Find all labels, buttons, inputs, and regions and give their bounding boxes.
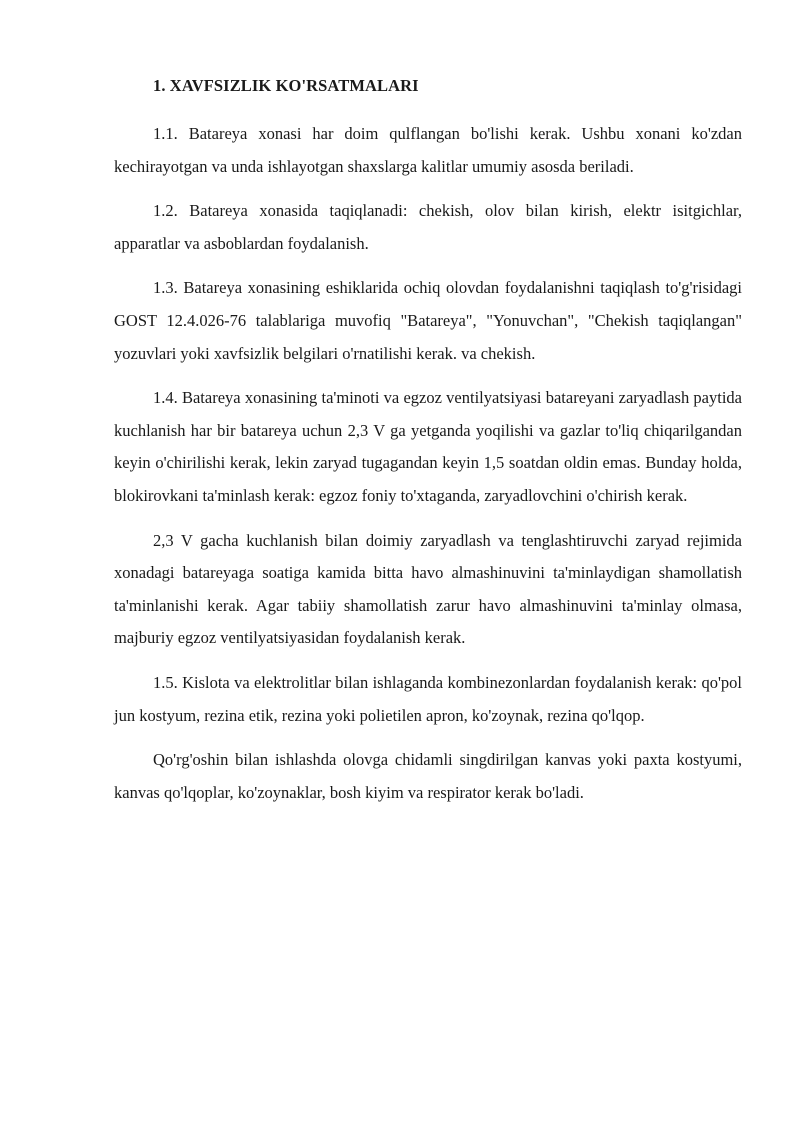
section-heading: 1. XAVFSIZLIK KO'RSATMALARI <box>153 76 419 95</box>
paragraph-1-1: 1.1. Batareya xonasi har doim qulflangan bo'lishi kerak. Ushbu xonani ko'zdan kechirayotgan va unda ishlayotgan shaxslarga kalitlar umumiy asosda beriladi. <box>114 124 742 176</box>
paragraph-1-5: 1.5. Kislota va elektrolitlar bilan ishlaganda kombinezonlardan foydalanish kerak: qo'pol jun kostyum, rezina etik, rezina yoki polietilen apron, ko'zoynak, rezina qo'lqop. <box>114 672 742 725</box>
paragraph-1-4-continued: 2,3 V gacha kuchlanish bilan doimiy zaryadlash va tenglashtiruvchi zaryad rejimida xonadagi batareyaga soatiga kamida bitta havo almashinuvini ta'minlaydigan shamollatish ta'minlanishi kerak. Agar tabiiy shamollatish zarur havo almashinuvini ta'minlay olmasa, majburiy egzoz ventilyatsiyasidan foydalanish kerak. <box>114 530 742 648</box>
paragraph-1-2: 1.2. Batareya xonasida taqiqlanadi: chekish, olov bilan kirish, elektr isitgichlar, apparatlar va asboblardan foydalanish. <box>114 201 742 253</box>
document-body <box>114 74 742 821</box>
paragraph-1-4: 1.4. Batareya xonasining ta'minoti va egzoz ventilyatsiyasi batareyani zaryadlash paytida kuchlanish har bir batareya uchun 2,3 V ga yetganda yoqilishi va gazlar to'liq chiqarilgandan keyin o'chirilishi kerak, lekin zaryad tugagandan keyin 1,5 soatdan oldin emas. Bunday holda, blokirovkani ta'minlash kerak: egzoz foniy to'xtaganda, zaryadlovchini o'chirish kerak. <box>114 388 742 505</box>
paragraph-1-5-continued: Qo'rg'oshin bilan ishlashda olovga chidamli singdirilgan kanvas yoki paxta kostyumi, kanvas qo'lqoplar, ko'zoynaklar, bosh kiyim va respirator kerak bo'ladi. <box>114 750 742 802</box>
paragraph-1-3: 1.3. Batareya xonasining eshiklarida ochiq olovdan foydalanishni taqiqlash to'g'risidagi GOST 12.4.026-76 talablariga muvofiq "Batareya", "Yonuvchan", "Chekish taqiqlangan" yozuvlari yoki xavfsizlik belgilari o'rnatilishi kerak. va chekish. <box>114 278 742 363</box>
